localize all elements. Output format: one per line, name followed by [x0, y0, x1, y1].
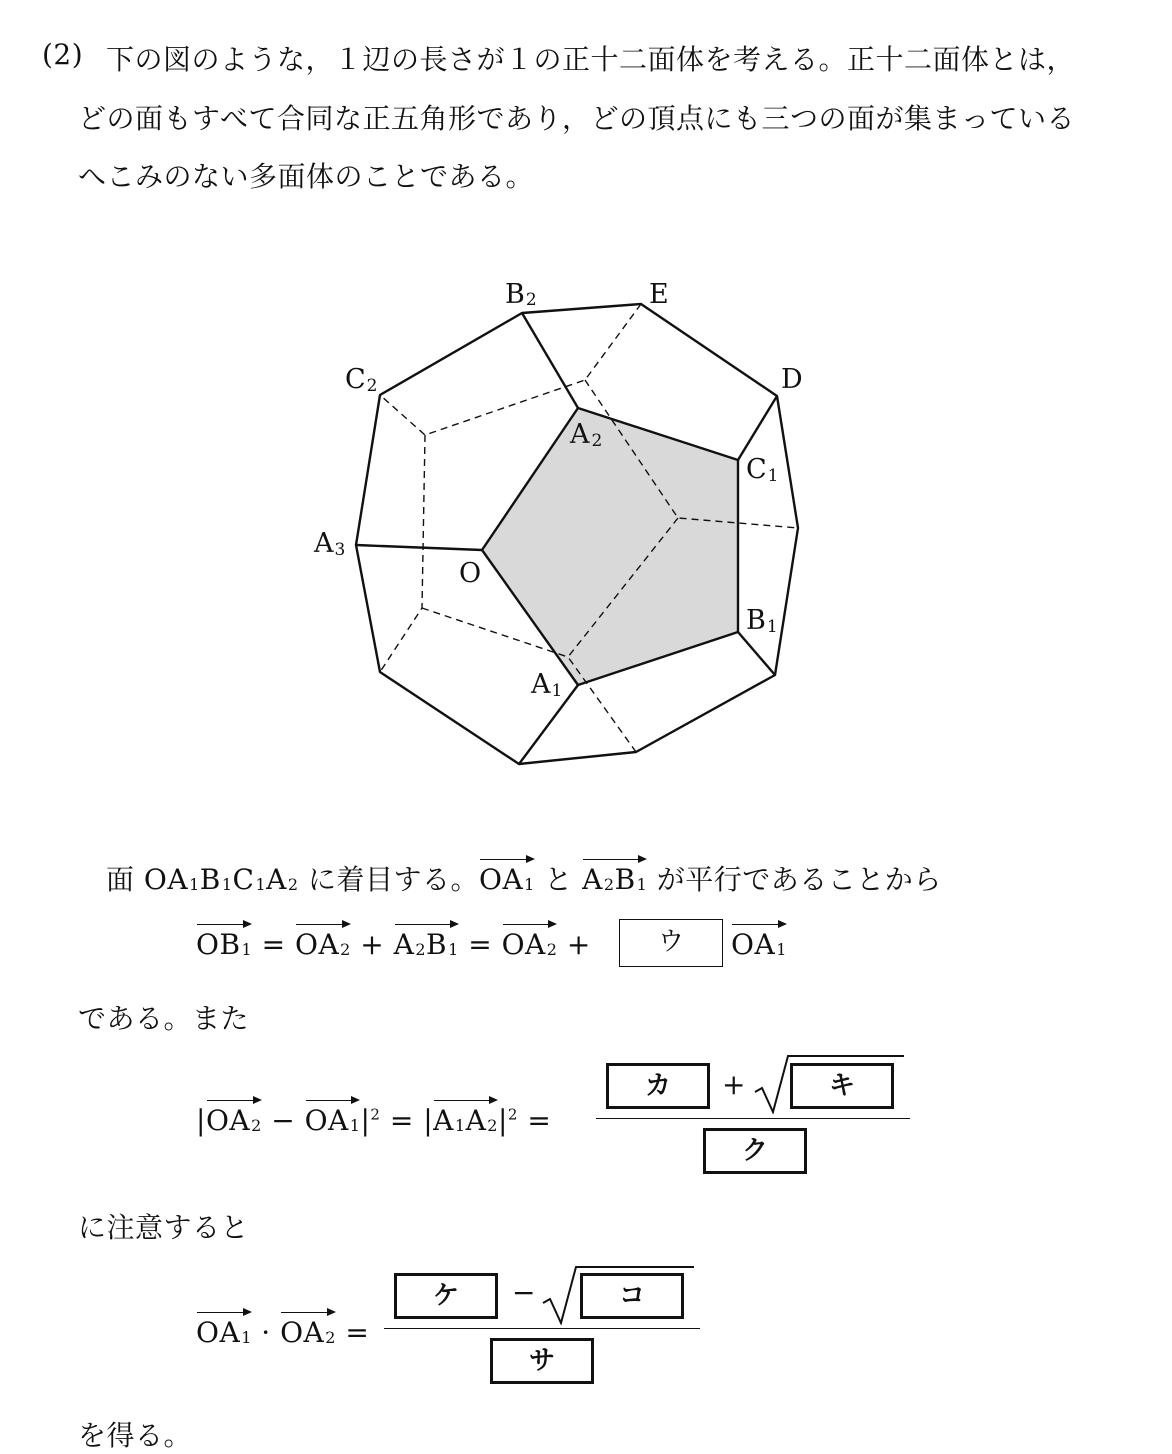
vector-A1A2: A1A2	[433, 1104, 498, 1137]
answer-box-ki[interactable]: キ	[790, 1063, 894, 1109]
answer-box-ku[interactable]: ク	[703, 1128, 807, 1174]
label-C1: C1	[746, 454, 779, 486]
label-B1: B1	[746, 605, 778, 637]
step2-text: である。また	[78, 1002, 250, 1035]
vector-OA1: OA1	[304, 1104, 361, 1137]
step4-text: を得る。	[78, 1419, 193, 1452]
intro-line-3: へこみのない多面体のことである。	[78, 160, 535, 193]
answer-box-u[interactable]: ウ	[619, 919, 723, 967]
vector-OA2: OA2	[205, 1104, 262, 1137]
vector-OA1: OA1	[196, 1316, 252, 1349]
vector-A2B1: A2B1	[393, 928, 459, 961]
equation-3: OA1 · OA2 =	[196, 1316, 370, 1349]
vector-OA2: OA2	[280, 1316, 336, 1349]
answer-box-ke[interactable]: ケ	[394, 1273, 498, 1319]
equation-2: $|OA2 - OA1|^2 = |A1A2|^2$ =	[196, 1104, 552, 1137]
label-B2: B2	[505, 279, 537, 310]
vector-OA1: OA1	[731, 928, 787, 961]
label-A1: A1	[531, 669, 563, 701]
step1-text: 面 OA1B1C1A2 に着目する。OA1 と A2B1 が平行であることから	[106, 863, 942, 896]
vector-OA1: OA1	[478, 863, 535, 896]
label-E: E	[649, 279, 669, 310]
label-A3: A3	[314, 528, 346, 560]
vector-OA2: OA2	[501, 928, 558, 961]
step3-text: に注意すると	[78, 1211, 250, 1244]
intro-line-1: 下の図のような，１辺の長さが１の正十二面体を考える。正十二面体とは，	[106, 43, 1076, 76]
intro-line-2: どの面もすべて合同な正五角形であり，どの頂点にも三つの面が集まっている	[78, 102, 1075, 135]
problem-number: (2)	[42, 38, 84, 71]
vector-A2B1: A2B1	[582, 863, 648, 896]
label-C2: C2	[345, 364, 378, 396]
minus-sign: −	[512, 1276, 536, 1309]
answer-box-sa[interactable]: サ	[490, 1338, 594, 1384]
answer-box-ko[interactable]: コ	[580, 1273, 684, 1319]
plus-sign: +	[722, 1068, 746, 1101]
label-O: O	[459, 558, 482, 589]
vector-OB1: OB1	[196, 928, 253, 961]
fraction-bar-2	[596, 1118, 910, 1119]
equation-1: OB1 = OA2 + A2B1 = OA2 +	[196, 928, 591, 961]
answer-box-ka[interactable]: カ	[606, 1063, 710, 1109]
vector-OA2: OA2	[294, 928, 351, 961]
label-A2: A 2	[570, 419, 603, 451]
equation-1-tail	[731, 928, 787, 961]
shaded-face	[482, 408, 738, 685]
fraction-bar-3	[384, 1328, 700, 1329]
label-D: D	[781, 364, 803, 395]
